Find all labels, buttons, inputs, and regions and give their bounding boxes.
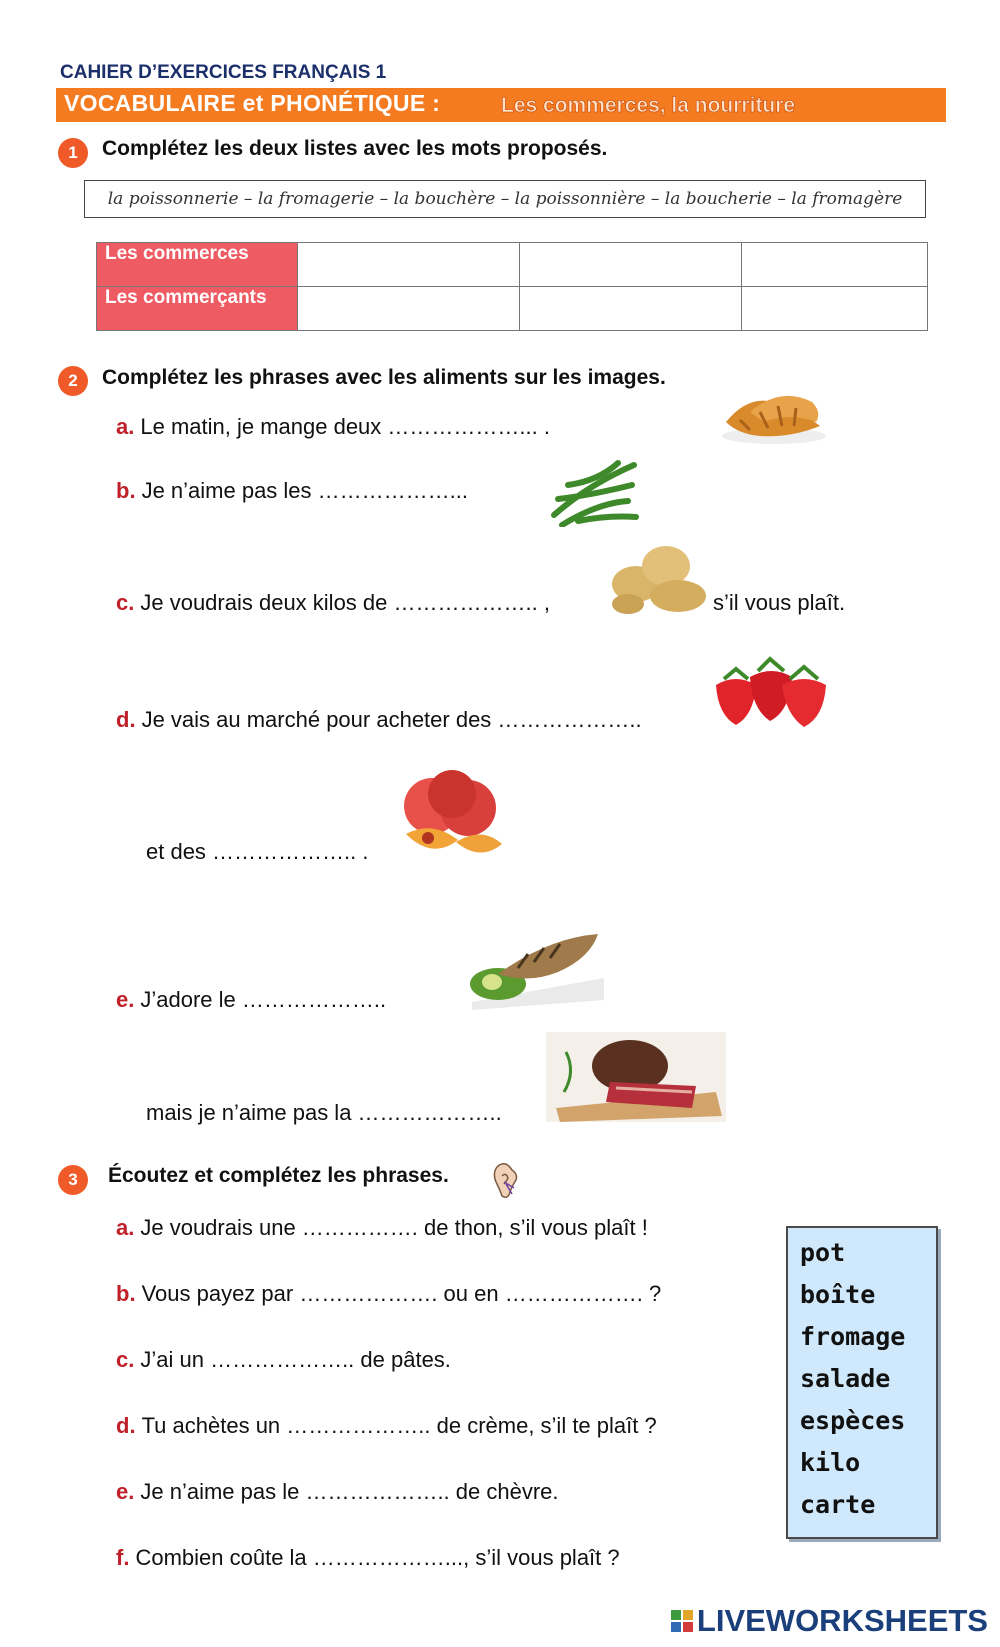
word-bank: la poissonnerie – la fromagerie – la bouchère – la poissonnière – la boucherie – la fromagère (84, 180, 926, 218)
side-word[interactable]: fromage (800, 1322, 906, 1351)
item-text[interactable]: J’ai un ……………….. de pâtes. (140, 1347, 451, 1372)
ex3-item-b (116, 1281, 661, 1307)
ex2-item-a (116, 414, 550, 440)
side-word[interactable]: kilo (800, 1448, 861, 1477)
item-letter: d. (116, 1413, 136, 1438)
item-letter: e. (116, 1479, 135, 1504)
peaches-image (392, 770, 512, 862)
ex2-item-b (116, 478, 468, 504)
item-text[interactable]: Tu achètes un ……………….. de crème, s’il te plaît ? (141, 1413, 657, 1438)
liveworksheets-logo[interactable] (671, 1603, 988, 1639)
item-text[interactable]: Je voudrais une ……………. de thon, s’il vous plaît ! (140, 1215, 648, 1240)
ex3-item-e (116, 1479, 559, 1505)
ex3-item-c (116, 1347, 451, 1373)
ex2-item-e (116, 987, 386, 1013)
ex3-item-f (116, 1545, 620, 1571)
item-text[interactable]: J’adore le ……………….. (140, 987, 387, 1012)
item-text[interactable]: Je voudrais deux kilos de ……………….. , (140, 590, 550, 615)
item-letter: b. (116, 478, 136, 503)
ex3-item-d (116, 1413, 657, 1439)
item-letter: c. (116, 1347, 135, 1372)
item-letter: d. (116, 707, 136, 732)
table-row (97, 287, 928, 331)
answer-cell[interactable] (520, 243, 742, 287)
item-letter: a. (116, 1215, 135, 1240)
ex2-item-d2 (146, 839, 369, 865)
table-row (97, 243, 928, 287)
exercise-2-instruction: Complétez les phrases avec les aliments sur les images. (102, 366, 666, 389)
item-letter: a. (116, 414, 135, 439)
ex2-item-e2 (146, 1100, 502, 1126)
answer-cell[interactable] (520, 287, 742, 331)
item-text[interactable]: Le matin, je mange deux ………………... . (140, 414, 550, 439)
side-word-box (786, 1226, 938, 1539)
sorting-table (96, 242, 928, 331)
side-word[interactable]: espèces (800, 1406, 906, 1435)
ex2-item-d (116, 707, 642, 733)
ex2-item-c-after: s’il vous plaît. (713, 590, 846, 615)
item-text[interactable]: Je n’aime pas les ………………... (141, 478, 468, 503)
item-letter: c. (116, 590, 135, 615)
worksheet-supertitle: CAHIER D’EXERCICES FRANÇAIS 1 (60, 62, 387, 83)
green-beans-image (548, 455, 640, 527)
grilled-fish-image (468, 914, 608, 1010)
item-letter: f. (116, 1545, 130, 1570)
side-word[interactable]: carte (800, 1490, 876, 1519)
logo-text: LIVEWORKSHEETS (696, 1603, 988, 1638)
item-text[interactable]: Je vais au marché pour acheter des ……………….. (141, 707, 642, 732)
croissants-image (720, 382, 828, 446)
item-letter: e. (116, 987, 135, 1012)
exercise-3-number: 3 (58, 1165, 88, 1195)
side-word[interactable]: boîte (800, 1280, 876, 1309)
answer-cell[interactable] (298, 243, 520, 287)
side-word[interactable]: salade (800, 1364, 891, 1393)
ex3-item-a (116, 1215, 648, 1241)
item-text[interactable]: et des ……………….. . (146, 839, 369, 864)
answer-cell[interactable] (742, 287, 928, 331)
answer-cell[interactable] (742, 243, 928, 287)
exercise-1-number: 1 (58, 138, 88, 168)
logo-mark-icon (671, 1610, 693, 1632)
exercise-1-instruction: Complétez les deux listes avec les mots proposés. (102, 137, 608, 160)
item-text[interactable]: Combien coûte la ………………..., s’il vous plaît ? (135, 1545, 620, 1570)
strawberries-image (706, 655, 832, 729)
ex2-item-c (116, 590, 550, 616)
banner-title: VOCABULAIRE et PHONÉTIQUE : (64, 90, 441, 116)
side-word[interactable]: pot (800, 1238, 846, 1267)
ear-listen-icon[interactable] (490, 1160, 520, 1200)
beef-image (546, 1032, 726, 1122)
item-letter: b. (116, 1281, 136, 1306)
potatoes-image (606, 540, 708, 614)
title-banner (56, 88, 946, 122)
answer-cell[interactable] (298, 287, 520, 331)
item-text[interactable]: Vous payez par ………………. ou en ………………. ? (141, 1281, 662, 1306)
item-text[interactable]: Je n’aime pas le ……………….. de chèvre. (140, 1479, 559, 1504)
banner-subtitle: Les commerces, la nourriture (501, 94, 796, 117)
exercise-2-number: 2 (58, 366, 88, 396)
row-label-commerces: Les commerces (97, 243, 298, 287)
row-label-commercants: Les commerçants (97, 287, 298, 331)
exercise-3-instruction: Écoutez et complétez les phrases. (108, 1164, 449, 1187)
item-text[interactable]: mais je n’aime pas la ……………….. (146, 1100, 502, 1125)
